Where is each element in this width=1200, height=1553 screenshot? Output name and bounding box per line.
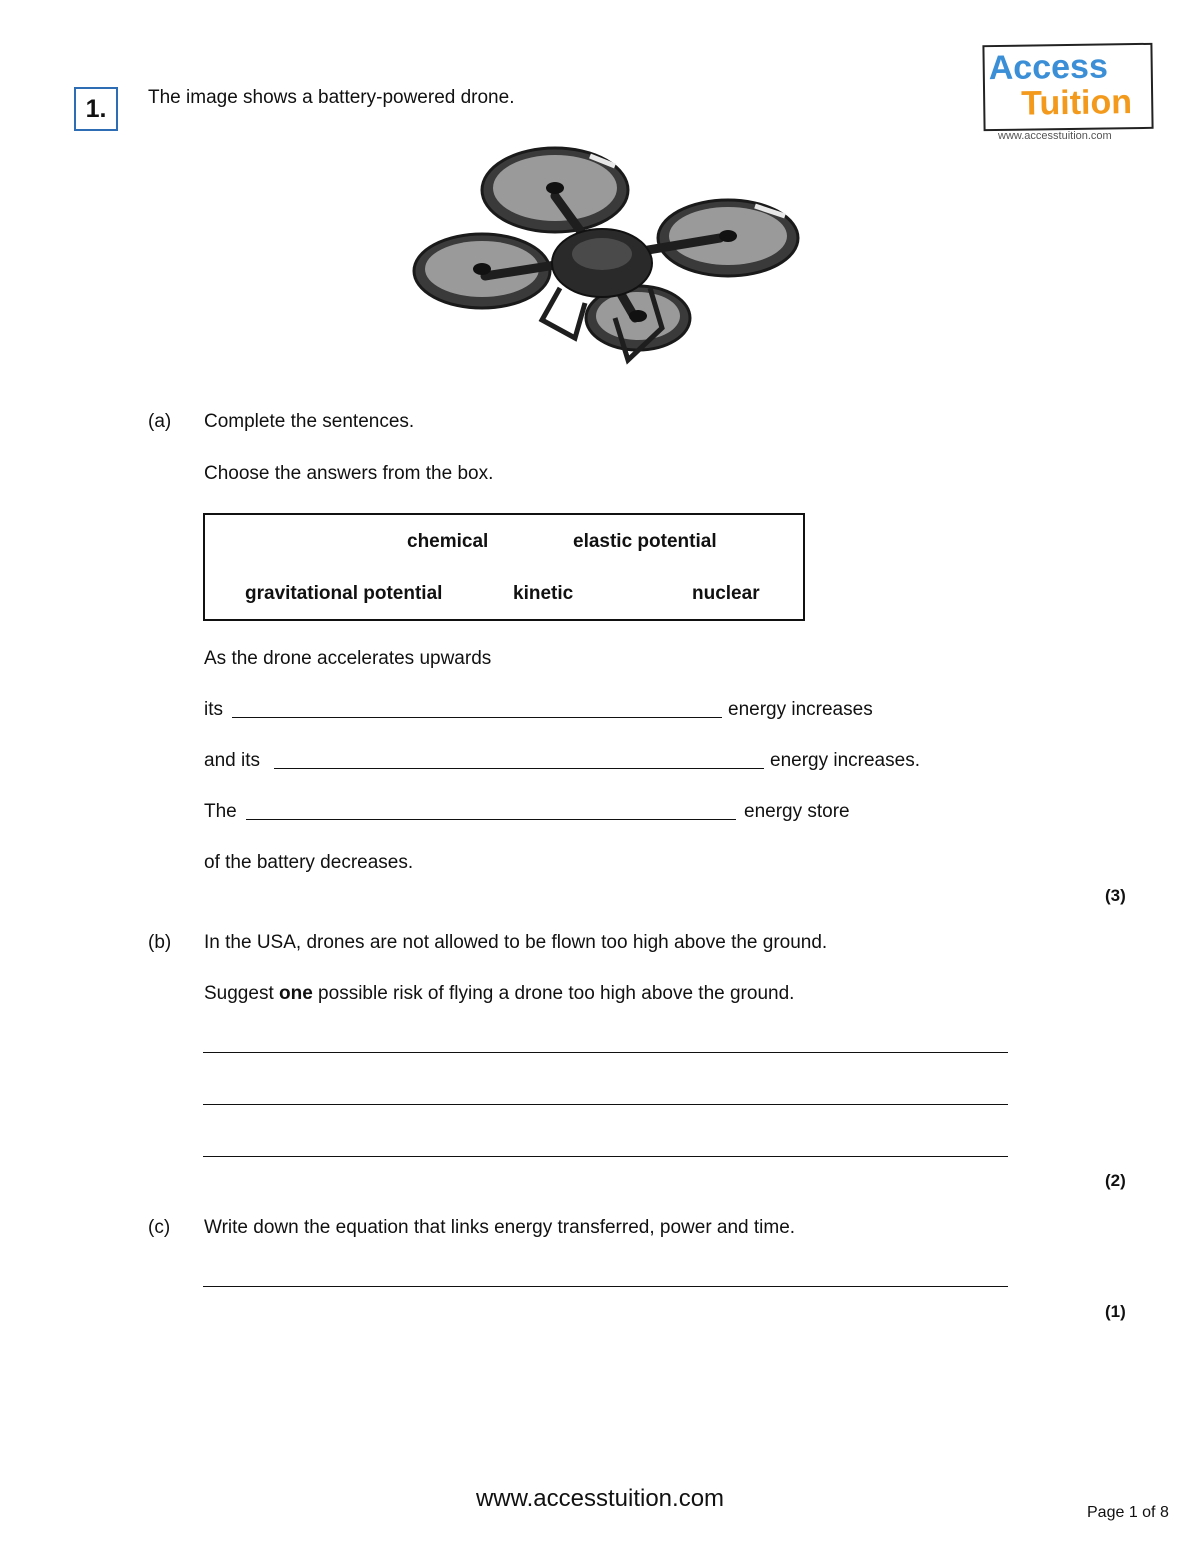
- part-b-text: In the USA, drones are not allowed to be flown too high above the ground.: [204, 932, 828, 953]
- part-b-marks: (2): [1105, 1171, 1126, 1190]
- sentence-3-end: energy store: [744, 801, 850, 822]
- answer-line-b3[interactable]: [203, 1156, 1008, 1157]
- page-number: Page 1 of 8: [1087, 1504, 1169, 1521]
- sentence-2-end: energy increases.: [770, 750, 920, 771]
- part-a-label: (a): [148, 411, 172, 432]
- question-intro: The image shows a battery-powered drone.: [148, 87, 515, 108]
- option-nuclear: nuclear: [692, 583, 760, 604]
- option-chemical: chemical: [407, 531, 489, 552]
- part-b-label: (b): [148, 932, 172, 953]
- part-a-marks: (3): [1105, 886, 1126, 905]
- sentence-1-start: its: [204, 699, 223, 720]
- option-gravitational-potential: gravitational potential: [245, 583, 443, 604]
- option-kinetic: kinetic: [513, 583, 574, 604]
- drone-image: [410, 138, 800, 368]
- part-c-text: Write down the equation that links energy transferred, power and time.: [204, 1217, 796, 1238]
- answer-line-b2[interactable]: [203, 1104, 1008, 1105]
- part-a-choose: Choose the answers from the box.: [204, 463, 494, 484]
- sentence-2-start: and its: [204, 750, 260, 771]
- answer-line-b1[interactable]: [203, 1052, 1008, 1053]
- sentence-1-end: energy increases: [728, 699, 873, 720]
- blank-1[interactable]: [232, 717, 722, 718]
- logo-line-2: Tuition: [1020, 83, 1133, 123]
- part-b-suggest: Suggest one possible risk of flying a drone too high above the ground.: [204, 983, 795, 1004]
- sentence-3-start: The: [204, 801, 237, 822]
- logo-url: www.accesstuition.com: [998, 130, 1112, 142]
- part-a-instruction: Complete the sentences.: [204, 411, 415, 432]
- access-tuition-logo: [982, 43, 1153, 131]
- part-a-lead: As the drone accelerates upwards: [204, 648, 492, 669]
- answer-line-c1[interactable]: [203, 1286, 1008, 1287]
- part-c-label: (c): [148, 1217, 171, 1238]
- blank-2[interactable]: [274, 768, 764, 769]
- sentence-4: of the battery decreases.: [204, 852, 414, 873]
- blank-3[interactable]: [246, 819, 736, 820]
- footer-url[interactable]: www.accesstuition.com: [475, 1485, 725, 1512]
- logo-line-1: Access: [988, 47, 1109, 88]
- option-elastic-potential: elastic potential: [573, 531, 717, 552]
- answer-options-box: [203, 513, 805, 621]
- question-number: 1.: [74, 87, 118, 131]
- part-c-marks: (1): [1105, 1302, 1126, 1321]
